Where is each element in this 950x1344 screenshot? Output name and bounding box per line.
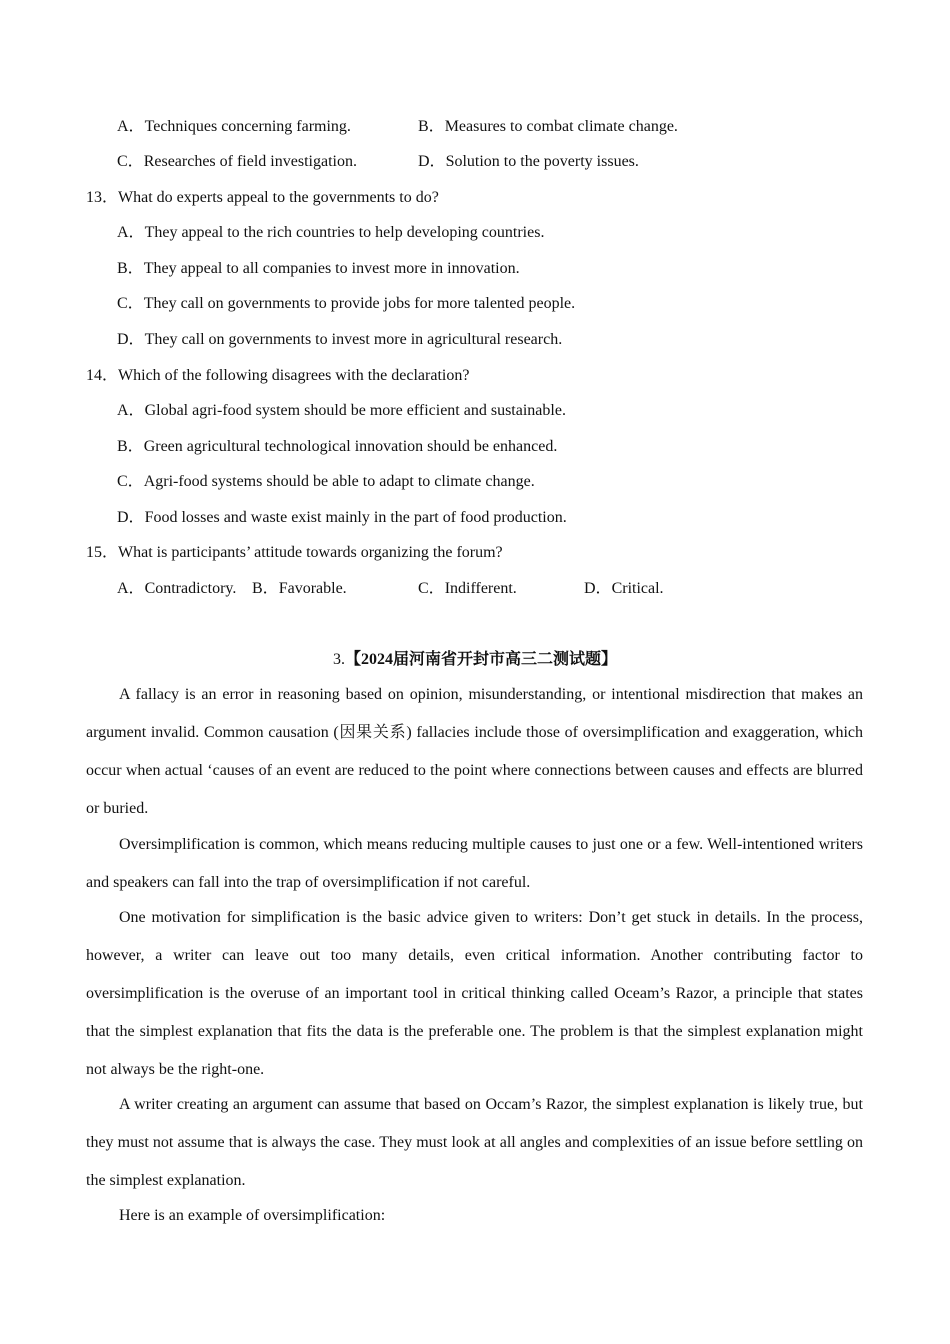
option-text: They appeal to all companies to invest more in innovation. xyxy=(143,260,520,277)
q14-option-d xyxy=(117,508,567,528)
question-text: Which of the following disagrees with the declaration? xyxy=(118,367,470,384)
option-text: Global agri-food system should be more efficient and sustainable. xyxy=(144,402,566,419)
option-text: Contradictory. xyxy=(144,580,237,597)
option-label: B． xyxy=(117,438,144,455)
passage-paragraph: Here is an example of oversimplification: xyxy=(119,1207,386,1224)
option-text: Solution to the poverty issues. xyxy=(445,153,639,170)
option-text: Techniques concerning farming. xyxy=(144,118,351,135)
question-text: What is participants’ attitude towards organizing the forum? xyxy=(118,544,503,561)
q13-option-b xyxy=(117,259,520,279)
q13-option-a xyxy=(117,223,544,243)
option-text: They call on governments to provide jobs for more talented people. xyxy=(143,295,576,312)
q15-stem xyxy=(86,543,503,563)
q14-option-a xyxy=(117,401,566,421)
passage-number: 3. xyxy=(332,651,345,668)
option-label: D． xyxy=(418,153,446,170)
option-label: D． xyxy=(117,331,145,348)
question-number: 15． xyxy=(86,544,119,561)
q15-option-d xyxy=(584,579,664,599)
q15-option-a xyxy=(117,579,236,599)
option-label: C． xyxy=(117,473,144,490)
q14-stem xyxy=(86,366,469,386)
passage-paragraph: One motivation for simplification is the basic advice given to writers: Don’t get stuck in details. In the process, however, a writer can leave out too many details, even critical information. Another contributing factor to oversimplification is the overuse of an important tool in critical thinking called Oceam’s Razor, a principle that states that the simplest explanation that fits the data is the preferable one. The problem is that the simplest explanation might not always be the right-one. xyxy=(86,909,863,1078)
option-text: Favorable. xyxy=(278,580,347,597)
q13-option-d xyxy=(117,330,562,350)
q15-option-b xyxy=(252,579,347,599)
q14-option-b xyxy=(117,437,557,457)
option-text: Indifferent. xyxy=(444,580,517,597)
option-label: D． xyxy=(584,580,612,597)
option-text: Researches of field investigation. xyxy=(143,153,357,170)
question-number: 14． xyxy=(86,367,119,384)
option-label: B． xyxy=(252,580,279,597)
q12-option-b xyxy=(418,117,678,137)
option-label: D． xyxy=(117,509,145,526)
passage-paragraph: Oversimplification is common, which means reducing multiple causes to just one or a few. Well-intentioned writers and speakers can fall into the trap of oversimplification if not careful. xyxy=(86,836,863,891)
question-number: 13． xyxy=(86,189,119,206)
option-text: Green agricultural technological innovation should be enhanced. xyxy=(143,438,558,455)
q12-option-d xyxy=(418,152,639,172)
q13-stem xyxy=(86,188,439,208)
option-label: C． xyxy=(117,153,144,170)
q12-option-c xyxy=(117,152,357,172)
passage-title xyxy=(0,650,950,670)
q15-option-c xyxy=(418,579,517,599)
option-text: Measures to combat climate change. xyxy=(444,118,678,135)
q14-option-c xyxy=(117,472,535,492)
option-label: C． xyxy=(418,580,445,597)
option-text: Critical. xyxy=(611,580,664,597)
option-label: B． xyxy=(117,260,144,277)
passage-source: 【2024届河南省开封市高三二测试题】 xyxy=(344,651,617,668)
option-text: Agri-food systems should be able to adapt to climate change. xyxy=(143,473,535,490)
option-text: Food losses and waste exist mainly in the part of food production. xyxy=(144,509,567,526)
option-label: B． xyxy=(418,118,445,135)
passage-paragraph: A fallacy is an error in reasoning based on opinion, misunderstanding, or intentional misdirection that makes an argument invalid. Common causation (因果关系) fallacies include those of oversimplification and exaggeration, which occur when actual ‘causes of an event are reduced to the point where connections between causes and effects are blurred or buried. xyxy=(86,686,863,817)
option-label: A． xyxy=(117,580,145,597)
option-label: A． xyxy=(117,118,145,135)
option-label: A． xyxy=(117,224,145,241)
option-label: A． xyxy=(117,402,145,419)
passage-paragraph: A writer creating an argument can assume that based on Occam’s Razor, the simplest explanation is likely true, but they must not assume that is always the case. They must look at all angles and complexities of an issue before settling on the simplest explanation. xyxy=(86,1096,863,1189)
question-text: What do experts appeal to the governments to do? xyxy=(118,189,439,206)
q12-option-a xyxy=(117,117,351,137)
option-label: C． xyxy=(117,295,144,312)
option-text: They call on governments to invest more in agricultural research. xyxy=(144,331,563,348)
q13-option-c xyxy=(117,294,575,314)
option-text: They appeal to the rich countries to help developing countries. xyxy=(144,224,545,241)
